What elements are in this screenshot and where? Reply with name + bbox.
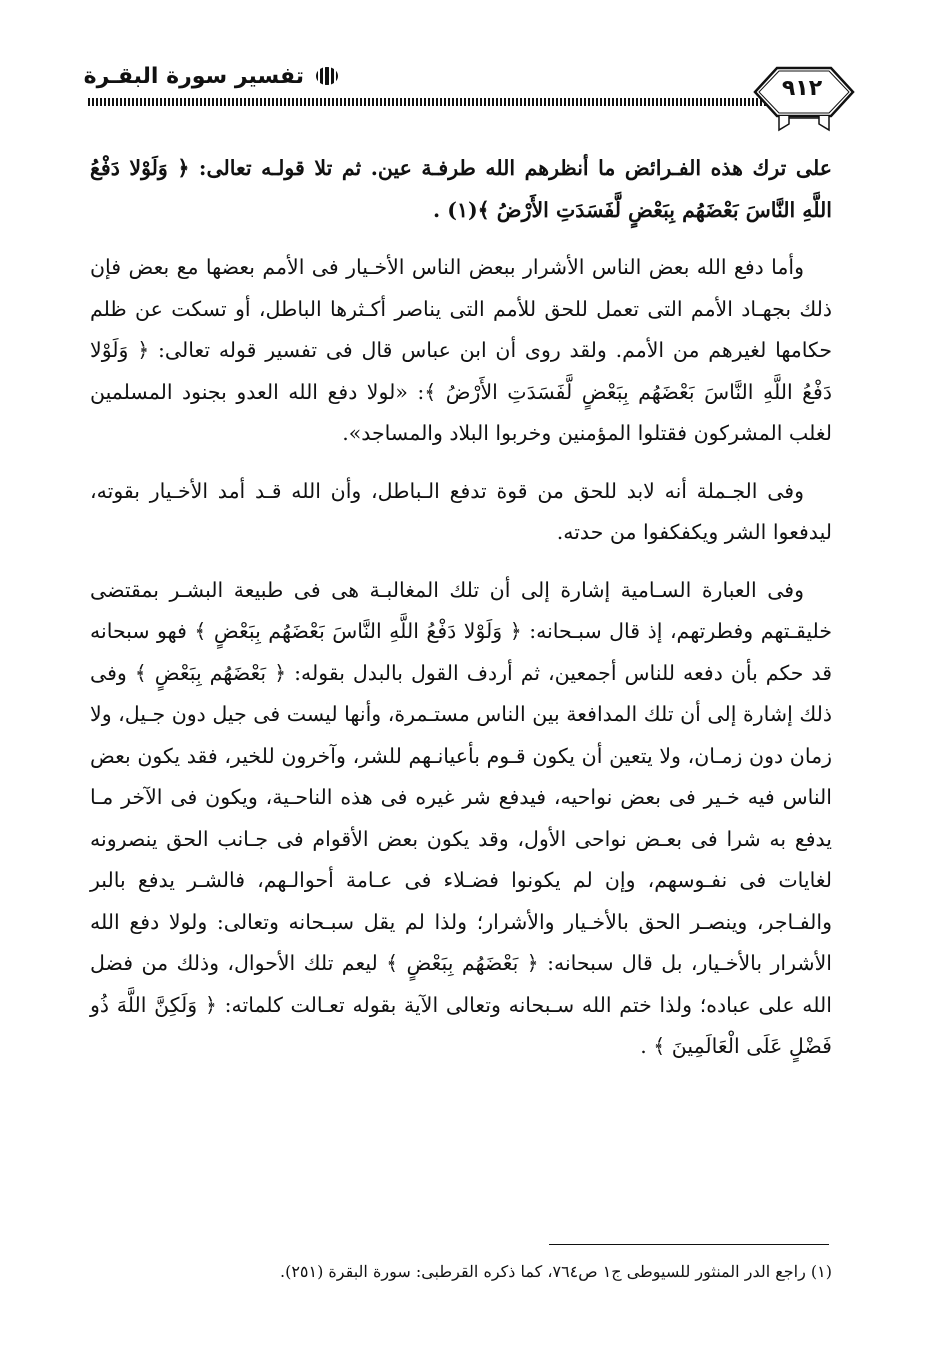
paragraph-2: وأما دفع الله بعض الناس الأشرار ببعض الناس الأخـيار فى الأمم بعضها مع بعض فإن ذلك بجهـاد الأمم التى تعمل للحق للأمم التى يناصر أكـثرها الباطل، أو تسكت عن ظلم حكامها لغيرهم من الأمم. ولقد روى أن ابن عباس قال فى تفسير قوله تعالى: ﴿ وَلَوْلا دَفْعُ اللَّهِ النَّاسَ بَعْضَهُم بِبَعْضٍ لَّفَسَدَتِ الأَرْضُ ﴾: «لولا دفع الله العدو بجنود المسلمين لغلب المشركون فقتلوا المؤمنين وخربوا البلاد والمساجد». xyxy=(90,255,832,445)
paragraph-4: وفى العبارة السـامية إشارة إلى أن تلك المغالبـة هى فى طبيعة البشـر بمقتضى خليقـتهم وفطرتهم، إذ قال سبـحانه: ﴿ وَلَوْلا دَفْعُ اللَّهِ النَّاسَ بَعْضَهُم بِبَعْضٍ ﴾ فهو سبحانه قد حكم بأن دفعه للناس أجمعين، ثم أردف القول بالبدل بقوله: ﴿ بَعْضَهُم بِبَعْضٍ ﴾ وفى ذلك إشارة إلى أن تلك المدافعة بين الناس مستـمرة، وأنها ليست فى جيل دون جـيل، ولا زمان دون زمـان، ولا يتعين أن يكون قـوم بأعيانـهم للشر، وآخرون للخير، فقد يكون بعض الناس فيه خـير فى بعض نواحيه، فيدفع شر غيره فى هذه الناحـية، ويكون فى الآخر مـا يدفع به شرا فى بعـض نواحى الأول، وقد يكون بعض الأقوام فى جـانب الحق ينصرونه لغايات فى نفـوسهم، وإن لم يكونوا فضـلاء فى عـامة أحوالـهم، فالشـر يدفع بالبر والفـاجر، وينصـر الحق بالأخـيار والأشرار؛ ولذا لم يقل سبـحانه وتعالى: ولولا دفع الله الأشرار بالأخـيار، بل قال سبحانه: ﴿ بَعْضَهُم بِبَعْضٍ ﴾ ليعم تلك الأحوال، وذلك من فضل الله على عباده؛ ولذا ختم الله سـبحانه وتعالى الآية بقوله تعـالت كلماته: ﴿ وَلَكِنَّ اللَّهَ ذُو فَضْلٍ عَلَى الْعَالَمِينَ ﴾ . xyxy=(90,577,832,1058)
surah-title: تفسير سورة البقـرة xyxy=(83,63,304,89)
header-divider xyxy=(88,98,780,106)
body-text xyxy=(90,148,832,1084)
page-number: ٩١٢ xyxy=(781,76,823,101)
footnote: (١) راجع الدر المنثور للسيوطى ج١ ص٧٦٤، كما ذكره القرطبى: سورة البقرة (٢٥١). xyxy=(279,1262,832,1281)
paragraph-1: على ترك هذه الفـرائض ما أنظرهم الله طرفـة عين. ثم تلا قولـه تعالى: ﴿ وَلَوْلا دَفْعُ اللَّهِ النَّاسَ بَعْضَهُم بِبَعْضٍ لَّفَسَدَتِ الأَرْضُ ﴾(١) . xyxy=(90,156,832,222)
footnote-divider xyxy=(549,1244,829,1245)
paragraph-3: وفى الجـملة أنه لابد للحق من قوة تدفع الـباطل، وأن الله قـد أمد الأخـيار بقوته، ليدفعوا الشر ويكفكفوا من حدته. xyxy=(90,478,832,544)
ornament-icon xyxy=(314,65,340,87)
running-header xyxy=(40,58,340,94)
